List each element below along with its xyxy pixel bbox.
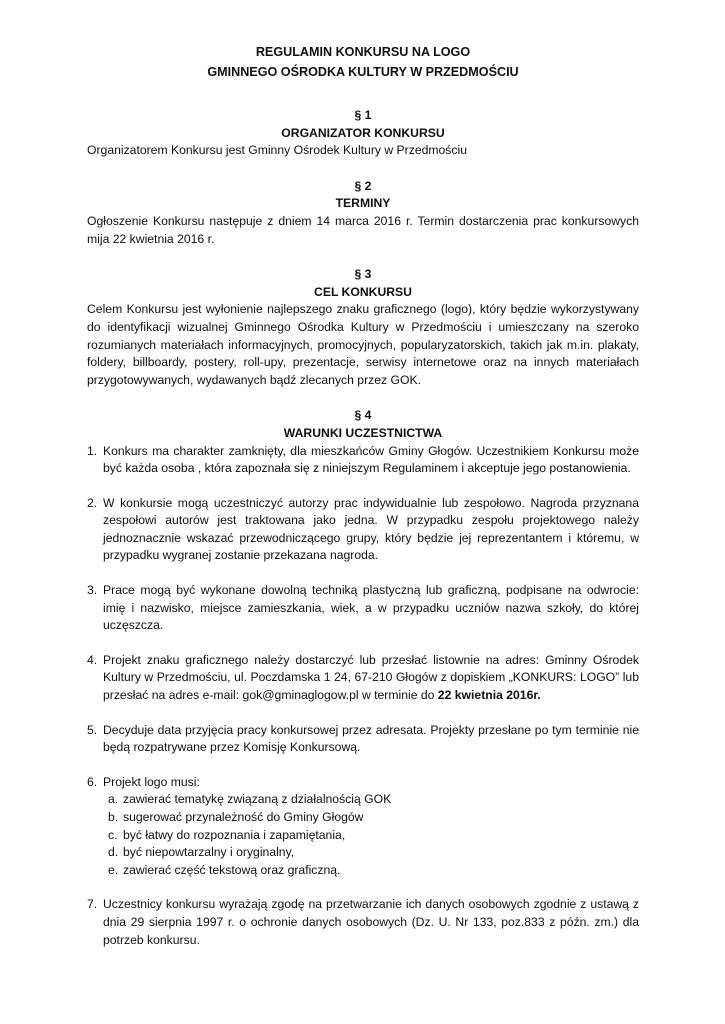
list-item-text: Projekt znaku graficznego należy dostarczyć lub przesłać listownie na adres: Gminny Ośrodek Kultury w Przedmościu, ul. Poczdamska 1 24, 67-210 Głogów z dopiskiem „KONKURS: LOGO” lub przesłać na adres e-mail: gok@gminaglogow.pl w terminie do — [103, 652, 639, 703]
list-item-text: W konkursie mogą uczestniczyć autorzy prac indywidualnie lub zespołowo. Nagroda przyznana zespołowi autorów jest traktowana jako jedna. W przypadku zespołu projektowego należy jednoznacznie wskazać przewodniczącego grupy, który będzie jej reprezentantem i któremu, w przypadku wygranej zostanie przekazana nagroda. — [103, 495, 639, 563]
sub-item-letter: e. — [108, 862, 119, 877]
sub-list-item — [103, 862, 639, 880]
sub-list-item — [103, 809, 639, 827]
section-1-text: Organizatorem Konkursu jest Gminny Ośrodek Kultury w Przedmościu — [87, 143, 467, 158]
logo-requirements-list — [103, 791, 639, 879]
sub-item-text: zawierać tematykę związaną z działalnością GOK — [123, 792, 392, 807]
section-2-number: § 2 — [354, 178, 372, 193]
list-item-number: 4. — [87, 652, 98, 667]
list-item-text: Konkurs ma charakter zamknięty, dla mieszkańców Gminy Głogów. Uczestnikiem Konkursu może być każda osoba , która zapoznała się z niniejszym Regulaminem i akceptuje jego postanowienia. — [103, 443, 639, 476]
list-item — [87, 722, 639, 757]
sub-item-text: sugerować przynależność do Gminy Głogów — [123, 810, 364, 824]
list-item-number: 5. — [87, 722, 98, 737]
list-item-text: Uczestnicy konkursu wyrażają zgodę na przetwarzanie ich danych osobowych zgodnie z ustawą z dnia 29 sierpnia 1997 r. o ochronie danych osobowych (Dz. U. Nr 133, poz.833 z późn. zm.) dla potrzeb konkursu. — [103, 897, 639, 947]
sub-item-text: zawierać część tekstową oraz graficzną. — [123, 862, 341, 877]
list-item — [87, 443, 639, 478]
deadline-date: 22 kwietnia 2016r. — [437, 688, 541, 703]
section-1-heading: ORGANIZATOR KONKURSU — [281, 125, 445, 140]
section-3-number: § 3 — [354, 267, 372, 282]
section-3-heading: CEL KONKURSU — [314, 284, 412, 299]
list-item-number: 1. — [87, 443, 98, 458]
sub-list-item — [103, 791, 639, 809]
list-item-number: 3. — [87, 583, 98, 598]
section-4-heading: WARUNKI UCZESTNICTWA — [283, 425, 443, 440]
list-item-text: Prace mogą być wykonane dowolną techniką plastyczną lub graficzną, podpisane na odwrocie: imię i nazwisko, miejsce zamieszkania, wiek, a w przypadku uczniów nazwa szkoły, do której uczęszcza. — [103, 583, 639, 633]
section-3-text: Celem Konkursu jest wyłonienie najlepszego znaku graficznego (logo), który będzie wykorzystywany do identyfikacji wizualnej Gminnego Ośrodka Kultury w Przedmościu i umieszczany na szeroko rozumianych materiałach informacyjnych, promocyjnych, popularyzatorskich, takich jak m.in. plakaty, foldery, billboardy, postery, roll-upy, prezentacje, serwisy internetowe oraz na innych materiałach przygotowywanych, wydawanych bądź zlecanych przez GOK. — [87, 302, 639, 387]
section-2-text: Ogłoszenie Konkursu następuje z dniem 14 marca 2016 r. Termin dostarczenia prac konkursowych mija 22 kwietnia 2016 r. — [87, 213, 639, 246]
list-item-number: 2. — [87, 495, 98, 510]
sub-item-letter: c. — [108, 827, 118, 842]
sub-item-text: być łatwy do rozpoznania i zapamiętania, — [123, 827, 346, 842]
list-item-number: 7. — [87, 897, 98, 912]
list-item — [87, 495, 639, 565]
sub-list-item — [103, 844, 639, 862]
list-item — [87, 896, 639, 949]
section-4-number: § 4 — [354, 408, 372, 423]
section-1-number: § 1 — [354, 108, 372, 122]
list-item — [87, 582, 639, 635]
sub-item-letter: d. — [108, 845, 119, 860]
conditions-list — [87, 443, 639, 950]
sub-list-item — [103, 827, 639, 845]
sub-item-letter: a. — [108, 792, 119, 807]
list-item — [87, 774, 639, 880]
list-item — [87, 652, 639, 705]
document-title-line-2: GMINNEGO OŚRODKA KULTURY W PRZEDMOŚCIU — [207, 65, 519, 79]
document-title-line-1: REGULAMIN KONKURSU NA LOGO — [255, 45, 471, 59]
sub-item-letter: b. — [108, 810, 119, 824]
list-item-number: 6. — [87, 774, 98, 789]
sub-item-text: być niepowtarzalny i oryginalny, — [123, 845, 295, 860]
section-2-heading: TERMINY — [335, 196, 391, 211]
list-item-text: Decyduje data przyjęcia pracy konkursowej przez adresata. Projekty przesłane po tym terminie nie będą rozpatrywane przez Komisję Konkursową. — [103, 722, 639, 755]
list-item-text: Projekt logo musi: — [103, 774, 200, 789]
